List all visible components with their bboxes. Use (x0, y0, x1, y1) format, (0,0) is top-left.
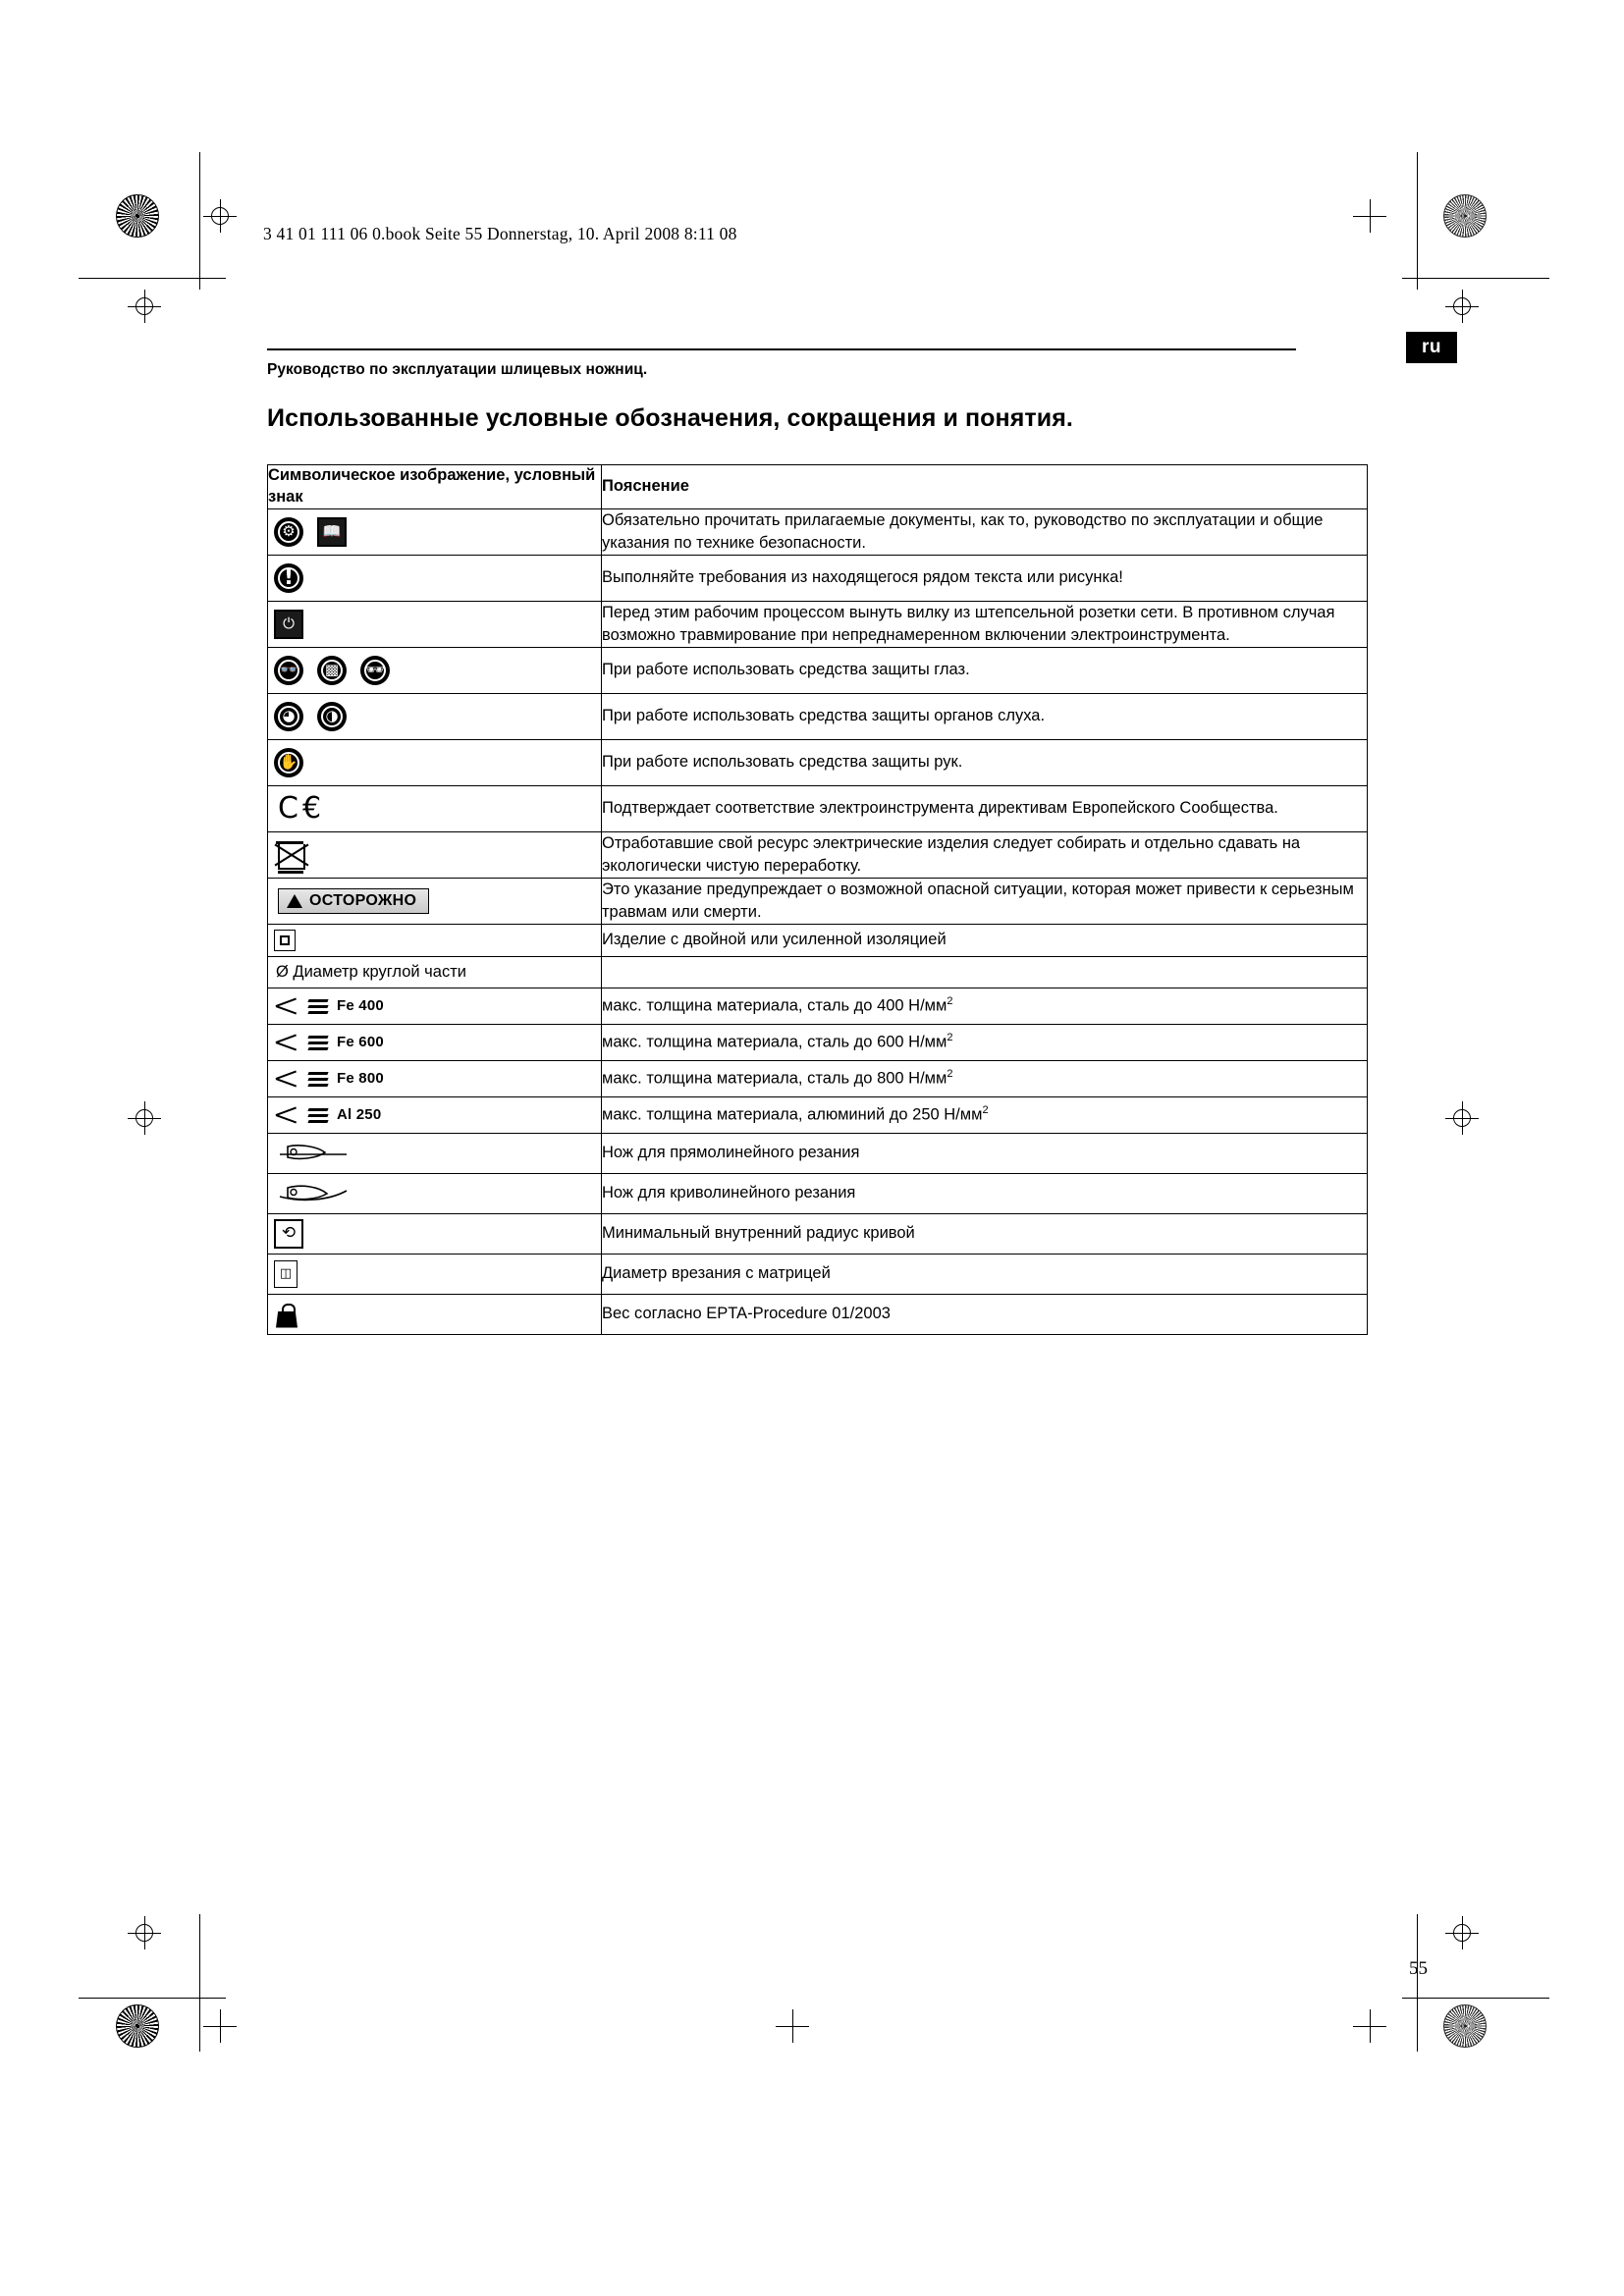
symbol-cell (268, 739, 602, 785)
explanation-cell (602, 1060, 1368, 1096)
ear-protection-icon: ◕ (274, 702, 303, 731)
explanation-cell: Минимальный внутренний радиус кривой (602, 1213, 1368, 1254)
table-row (268, 693, 1368, 739)
crop-cross-bottom-left (203, 2009, 237, 2043)
table-row (268, 956, 1368, 988)
symbol-cell (268, 693, 602, 739)
symbol-cell (268, 831, 602, 878)
table-row (268, 1254, 1368, 1294)
trim-line-left-vertical (199, 152, 200, 290)
page-content (267, 348, 1367, 1335)
trim-line-left-vertical-bottom (199, 1914, 200, 2052)
symbol-cell (268, 508, 602, 555)
warning-triangle-icon (287, 894, 302, 908)
crop-cross-right-upper (1445, 290, 1479, 323)
material-label: Fe 400 (337, 997, 384, 1015)
book-file-header: 3 41 01 111 06 0.book Seite 55 Donnerstag, 10. April 2008 8:11 08 (263, 224, 737, 243)
trim-line-right-vertical-bottom (1417, 1914, 1418, 2052)
explanation-cell: Нож для прямолинейного резания (602, 1133, 1368, 1173)
unplug-icon: ⏻ (274, 610, 303, 639)
symbol-cell (268, 878, 602, 924)
superscript: 2 (982, 1104, 989, 1117)
explanation-cell: Нож для криволинейного резания (602, 1173, 1368, 1213)
column-header-symbol: Символическое изображение, условный знак (268, 465, 602, 509)
weee-bin-icon (274, 837, 307, 873)
table-row (268, 1133, 1368, 1173)
explanation-cell: Диаметр врезания с матрицей (602, 1254, 1368, 1294)
symbol-cell (268, 988, 602, 1024)
table-row (268, 508, 1368, 555)
page-number: 55 (1409, 1958, 1428, 1979)
explanation-cell (602, 956, 1368, 988)
material-label: Fe 600 (337, 1034, 384, 1051)
symbol-cell (268, 1024, 602, 1060)
crop-cross-right-middle (1445, 1101, 1479, 1135)
caution-banner (278, 888, 429, 914)
crop-cross-left-upper (128, 290, 161, 323)
table-row (268, 878, 1368, 924)
header-rule (267, 348, 1296, 350)
symbol-cell (268, 1294, 602, 1334)
symbol-cell (268, 555, 602, 601)
symbol-cell (268, 1213, 602, 1254)
superscript: 2 (947, 1032, 953, 1044)
symbols-table (267, 464, 1368, 1335)
page-title: Использованные условные обозначения, сокращения и понятия. (267, 404, 1073, 432)
table-row (268, 1173, 1368, 1213)
explanation-cell: Подтверждает соответствие электроинструмента директивам Европейского Сообщества. (602, 785, 1368, 831)
symbol-cell (268, 601, 602, 647)
explanation-cell: Изделие с двойной или усиленной изоляцией (602, 924, 1368, 956)
crop-cross-bottom-center (776, 2009, 809, 2043)
registration-mark-top-left (116, 194, 159, 238)
symbol-cell (268, 1060, 602, 1096)
shears-icon (274, 995, 299, 1017)
face-shield-icon: ▩ (317, 656, 347, 685)
material-label: Al 250 (337, 1106, 382, 1124)
explanation-cell (602, 1096, 1368, 1133)
curved-knife-icon (274, 1181, 352, 1206)
explanation-cell: Отработавшие свой ресурс электрические изделия следует собирать и отдельно сдавать на экологически чистую переработку. (602, 831, 1368, 878)
min-radius-icon: ⟲ (274, 1219, 303, 1249)
safety-glasses-icon: 🕶 (360, 656, 390, 685)
trim-line-bottom-left (79, 1998, 226, 1999)
straight-knife-icon (274, 1141, 352, 1166)
symbol-cell (268, 647, 602, 693)
symbol-cell (268, 1173, 602, 1213)
weight-icon (274, 1301, 299, 1328)
table-row (268, 1096, 1368, 1133)
diameter-label: Ø Диаметр круглой части (276, 962, 466, 981)
table-row (268, 1294, 1368, 1334)
shears-icon (274, 1032, 299, 1053)
registration-mark-top-right (1443, 194, 1487, 238)
registration-mark-bottom-left (116, 2004, 159, 2048)
material-label: Fe 800 (337, 1070, 384, 1088)
crop-cross-bottom-right (1353, 2009, 1386, 2043)
explanation-cell: При работе использовать средства защиты глаз. (602, 647, 1368, 693)
symbol-cell (268, 1096, 602, 1133)
table-row (268, 988, 1368, 1024)
explanation-cell: Перед этим рабочим процессом вынуть вилку из штепсельной розетки сети. В противном случая возможно травмирование при непреднамеренном включении электроинструмента. (602, 601, 1368, 647)
explanation-text: макс. толщина материала, сталь до 400 Н/мм (602, 996, 947, 1015)
explanation-text: макс. толщина материала, сталь до 800 Н/мм (602, 1069, 947, 1088)
hand-protection-icon: ✋ (274, 748, 303, 777)
explanation-cell: Обязательно прочитать прилагаемые документы, как то, руководство по эксплуатации и общие указания по технике безопасности. (602, 508, 1368, 555)
language-tab-ru: ru (1406, 332, 1457, 363)
table-row (268, 1213, 1368, 1254)
explanation-cell: Это указание предупреждает о возможной опасной ситуации, которая может привести к серьезным травмам или смерти. (602, 878, 1368, 924)
explanation-cell: Выполняйте требования из находящегося рядом текста или рисунка! (602, 555, 1368, 601)
die-plunge-diameter-icon: ◫ (274, 1260, 298, 1288)
explanation-text: макс. толщина материала, сталь до 600 Н/мм (602, 1033, 947, 1051)
registration-mark-bottom-right (1443, 2004, 1487, 2048)
caution-banner-label: ОСТОРОЖНО (309, 891, 417, 909)
ce-mark-icon: C€ (278, 791, 326, 827)
double-insulation-icon (274, 930, 296, 951)
table-row (268, 555, 1368, 601)
ear-muffs-icon: ◑ (317, 702, 347, 731)
symbol-cell (268, 785, 602, 831)
read-documents-icon: ⚙ (274, 517, 303, 547)
explanation-cell: Вес согласно EPTA-Procedure 01/2003 (602, 1294, 1368, 1334)
trim-line-top-left (79, 278, 226, 279)
table-row (268, 1060, 1368, 1096)
sheet-stack-icon (308, 1104, 328, 1126)
shears-icon (274, 1104, 299, 1126)
symbol-cell (268, 956, 602, 988)
table-row (268, 739, 1368, 785)
table-row (268, 1024, 1368, 1060)
explanation-cell: При работе использовать средства защиты органов слуха. (602, 693, 1368, 739)
table-row (268, 831, 1368, 878)
manual-subtitle: Руководство по эксплуатации шлицевых ножниц. (267, 361, 648, 378)
shears-icon (274, 1068, 299, 1090)
sheet-stack-icon (308, 1032, 328, 1053)
trim-line-bottom-right (1402, 1998, 1549, 1999)
explanation-cell (602, 1024, 1368, 1060)
crop-cross-top-left (203, 199, 237, 233)
crop-cross-top-right (1353, 199, 1386, 233)
symbol-cell (268, 1254, 602, 1294)
table-header-row (268, 465, 1368, 509)
trim-line-right-vertical (1417, 152, 1418, 290)
manual-book-icon: 📖 (317, 517, 347, 547)
table-row (268, 785, 1368, 831)
explanation-cell: При работе использовать средства защиты рук. (602, 739, 1368, 785)
crop-cross-right-lower (1445, 1916, 1479, 1949)
eye-protection-icon: 👓 (274, 656, 303, 685)
crop-cross-left-middle (128, 1101, 161, 1135)
table-row (268, 601, 1368, 647)
superscript: 2 (947, 995, 953, 1008)
symbol-cell (268, 924, 602, 956)
superscript: 2 (947, 1068, 953, 1081)
explanation-cell (602, 988, 1368, 1024)
trim-line-top-right (1402, 278, 1549, 279)
exclamation-icon: ! (274, 563, 303, 593)
symbol-cell (268, 1133, 602, 1173)
column-header-explanation: Пояснение (602, 465, 1368, 509)
crop-cross-left-lower (128, 1916, 161, 1949)
table-row (268, 647, 1368, 693)
sheet-stack-icon (308, 995, 328, 1017)
explanation-text: макс. толщина материала, алюминий до 250 Н/мм (602, 1105, 983, 1124)
sheet-stack-icon (308, 1068, 328, 1090)
table-row (268, 924, 1368, 956)
